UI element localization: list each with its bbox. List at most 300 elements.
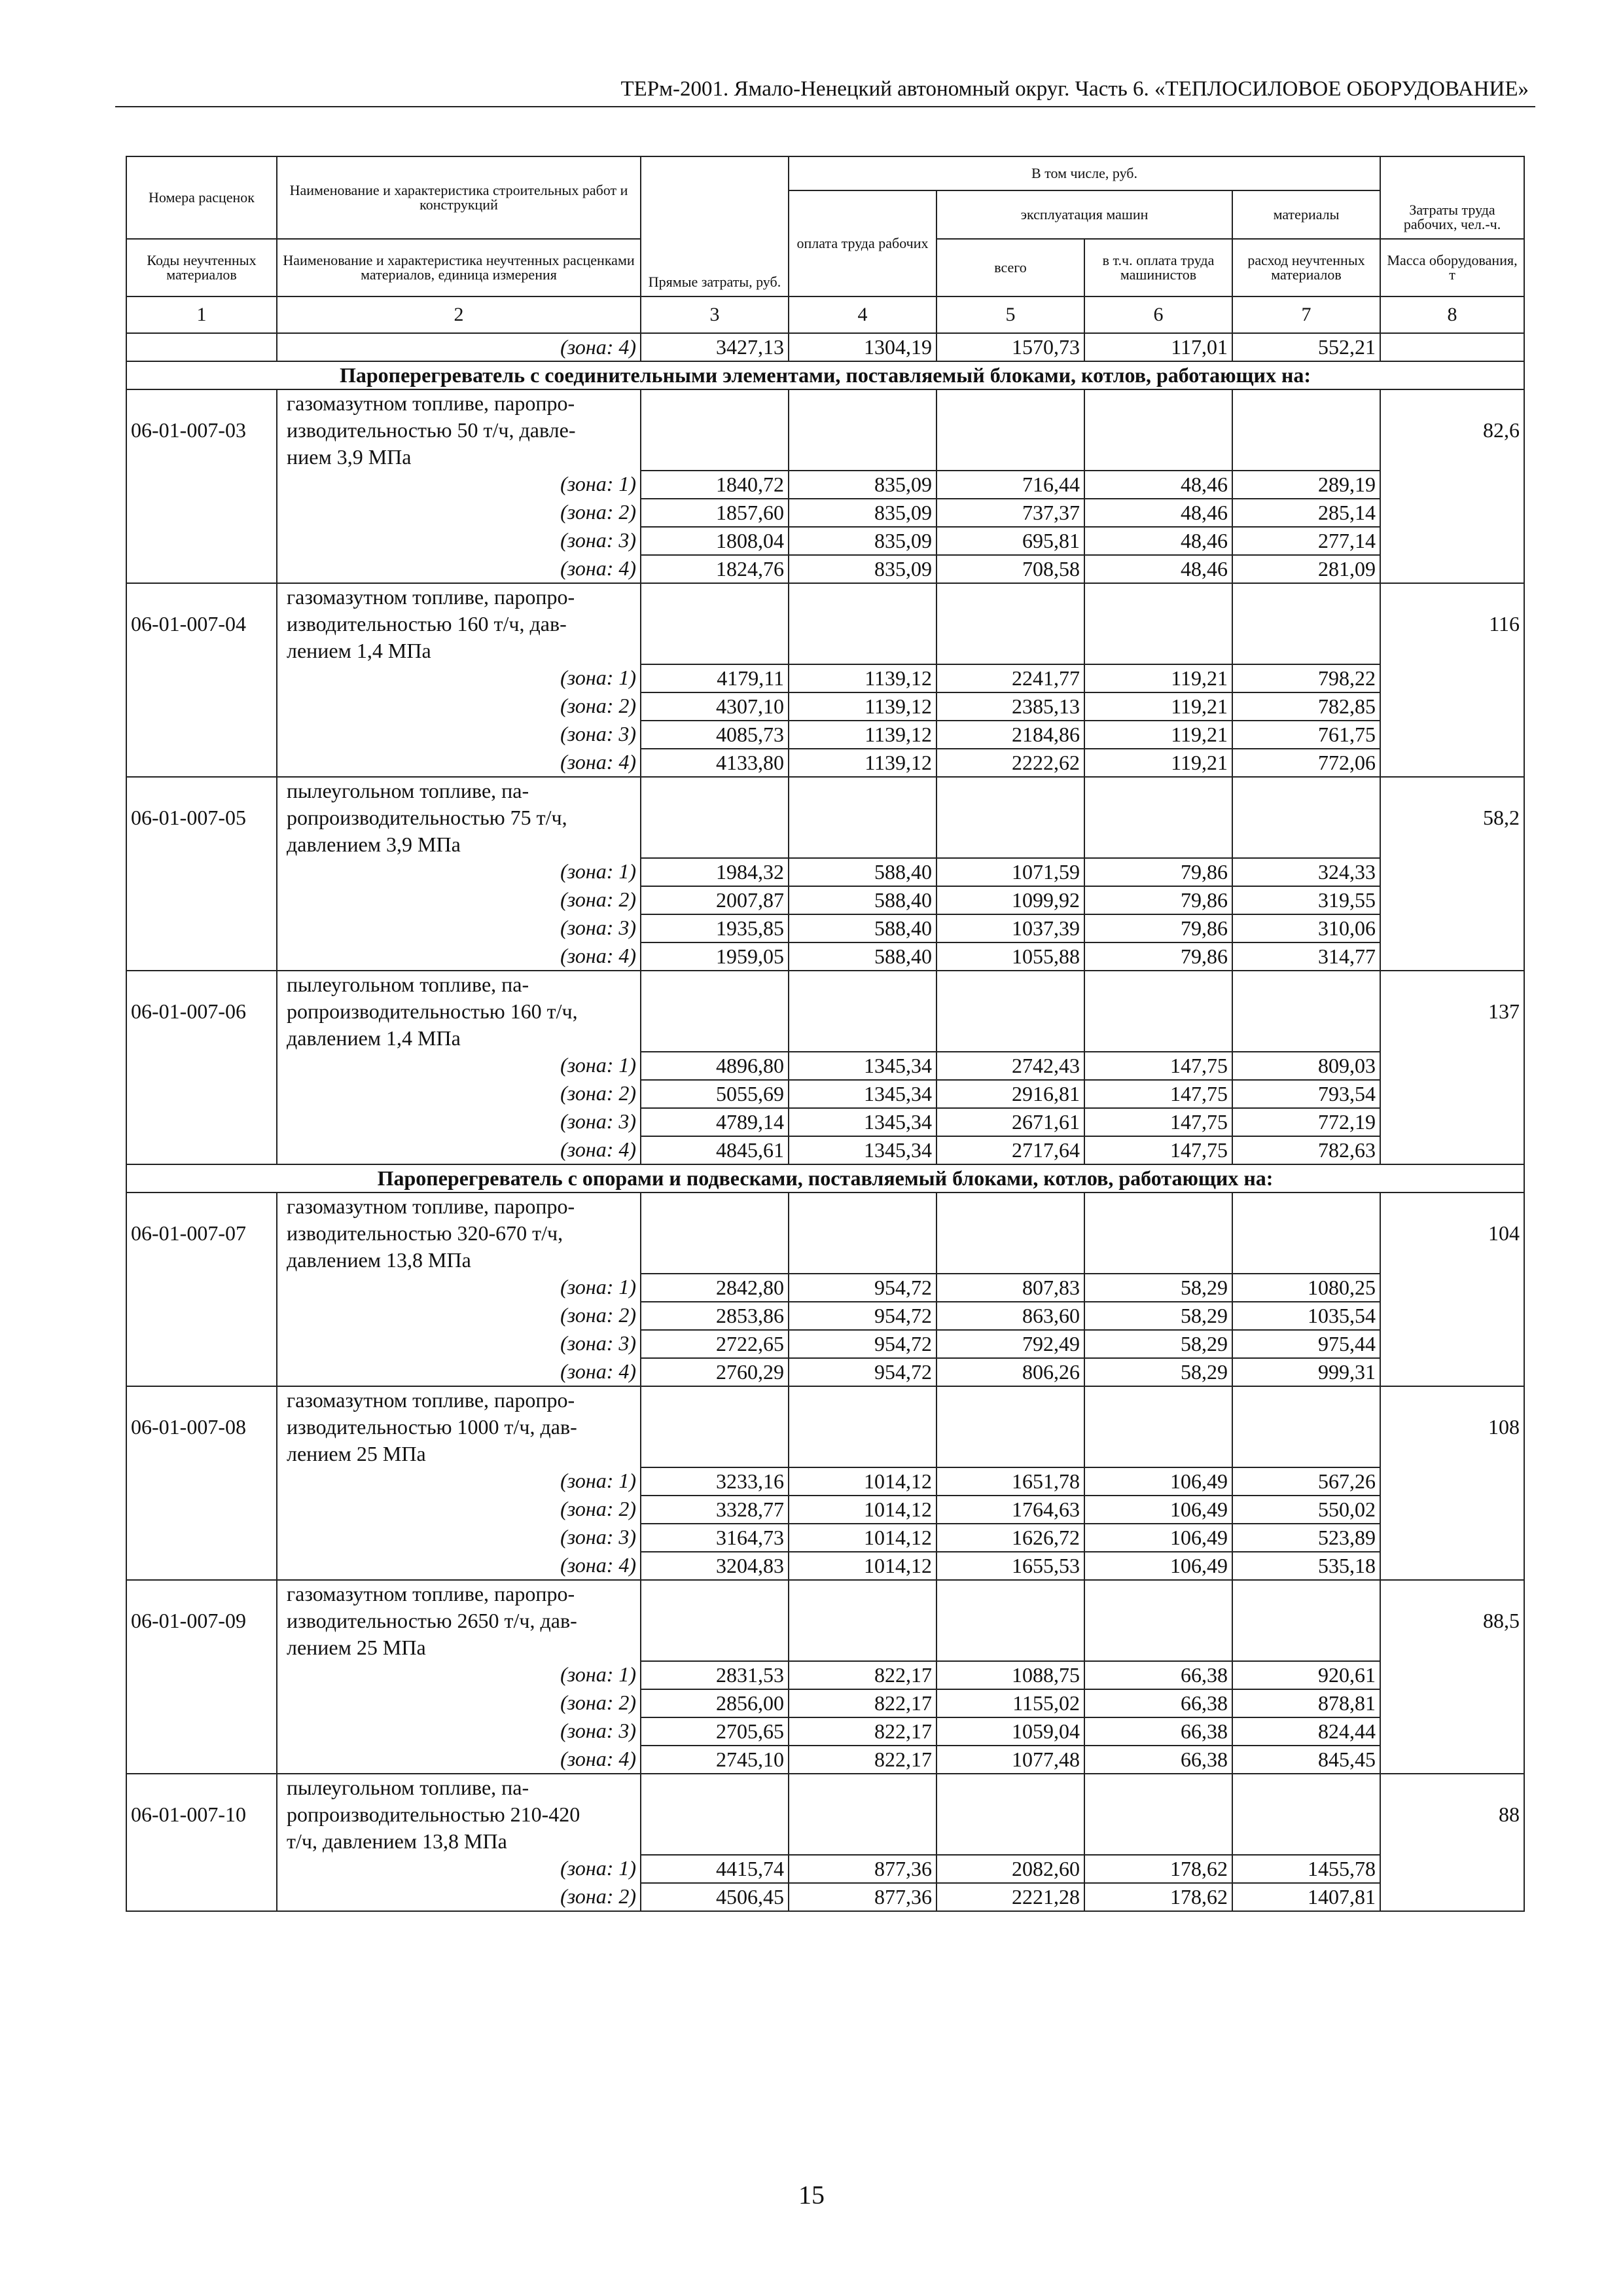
- machines-labor-cost: 119,21: [1084, 664, 1232, 692]
- empty-cell: [936, 583, 1084, 664]
- empty-cell: [789, 1580, 936, 1661]
- mass-cell: [1380, 721, 1524, 749]
- rate-code: 06-01-007-04: [126, 583, 277, 664]
- equipment-mass: 104: [1380, 1193, 1524, 1274]
- zone-row: [126, 1689, 1524, 1717]
- machines-labor-cost: 106,49: [1084, 1552, 1232, 1580]
- machines-labor-cost: 58,29: [1084, 1330, 1232, 1358]
- machines-labor-cost: 66,38: [1084, 1717, 1232, 1746]
- labor-cost: 822,17: [789, 1689, 936, 1717]
- machines-labor-cost: 48,46: [1084, 499, 1232, 527]
- labor-cost: 954,72: [789, 1358, 936, 1386]
- mass-cell: [1380, 1883, 1524, 1911]
- materials-cost: 523,89: [1232, 1524, 1380, 1552]
- machines-cost: 2222,62: [936, 749, 1084, 777]
- empty-cell: [789, 777, 936, 858]
- rate-description: [277, 1193, 641, 1274]
- description-line: давлением 1,4 МПа: [287, 1026, 461, 1050]
- machines-cost: 2241,77: [936, 664, 1084, 692]
- machines-labor-cost: 66,38: [1084, 1689, 1232, 1717]
- mass-cell: [1380, 1108, 1524, 1136]
- zone-label: (зона: 3): [277, 1330, 641, 1358]
- machines-labor-cost: 79,86: [1084, 886, 1232, 914]
- table-body: [126, 333, 1524, 1911]
- empty-cell: [1084, 1386, 1232, 1467]
- code-cell: [126, 1746, 277, 1774]
- empty-cell: [936, 1386, 1084, 1467]
- machines-cost: 2385,13: [936, 692, 1084, 721]
- empty-cell: [936, 971, 1084, 1052]
- machines-labor-cost: 147,75: [1084, 1080, 1232, 1108]
- head-incl: В том числе, руб.: [789, 156, 1380, 190]
- machines-cost: 807,83: [936, 1274, 1084, 1302]
- direct-cost: 1824,76: [641, 555, 789, 583]
- running-title: ТЕРм-2001. Ямало-Ненецкий автономный округ. Часть 6. «ТЕПЛОСИЛОВОЕ ОБОРУДОВАНИЕ»: [620, 77, 1529, 101]
- labor-cost: 1345,34: [789, 1108, 936, 1136]
- materials-cost: 809,03: [1232, 1052, 1380, 1080]
- code-cell: [126, 1274, 277, 1302]
- machines-cost: 1155,02: [936, 1689, 1084, 1717]
- machines-labor-cost: 58,29: [1084, 1274, 1232, 1302]
- empty-cell: [1232, 1193, 1380, 1274]
- zone-row: [126, 1108, 1524, 1136]
- materials-cost: 1455,78: [1232, 1855, 1380, 1883]
- labor-cost: 1014,12: [789, 1552, 936, 1580]
- rate-code: 06-01-007-09: [126, 1580, 277, 1661]
- section-heading-row: [126, 1164, 1524, 1193]
- materials-cost: 845,45: [1232, 1746, 1380, 1774]
- empty-cell: [1084, 1774, 1232, 1855]
- zone-label: (зона: 4): [277, 1136, 641, 1164]
- empty-cell: [1232, 1580, 1380, 1661]
- head-col8-bottom: Масса оборудования, т: [1380, 239, 1524, 296]
- zone-row: [126, 1358, 1524, 1386]
- empty-cell: [936, 777, 1084, 858]
- description-line: газомазутном топливе, паропро-: [287, 585, 575, 609]
- machines-cost: 737,37: [936, 499, 1084, 527]
- labor-cost: 835,09: [789, 471, 936, 499]
- empty-cell: [641, 1774, 789, 1855]
- rate-description: [277, 1580, 641, 1661]
- labor-cost: 954,72: [789, 1330, 936, 1358]
- zone-row: [126, 555, 1524, 583]
- empty-cell: [1232, 777, 1380, 858]
- price-table: [126, 156, 1525, 1912]
- col-number: 6: [1084, 296, 1232, 333]
- mass-cell: [1380, 333, 1524, 361]
- machines-labor-cost: 119,21: [1084, 749, 1232, 777]
- machines-cost: 1055,88: [936, 942, 1084, 971]
- labor-cost: 835,09: [789, 499, 936, 527]
- direct-cost: 4789,14: [641, 1108, 789, 1136]
- col-number: 5: [936, 296, 1084, 333]
- zone-label: (зона: 1): [277, 471, 641, 499]
- machines-labor-cost: 119,21: [1084, 692, 1232, 721]
- labor-cost: 1139,12: [789, 692, 936, 721]
- col-number: 8: [1380, 296, 1524, 333]
- col-number: 1: [126, 296, 277, 333]
- machines-cost: 1764,63: [936, 1496, 1084, 1524]
- zone-row: [126, 1496, 1524, 1524]
- direct-cost: 2856,00: [641, 1689, 789, 1717]
- zone-row: [126, 721, 1524, 749]
- machines-cost: 1099,92: [936, 886, 1084, 914]
- zone-row: [126, 1274, 1524, 1302]
- materials-cost: 772,06: [1232, 749, 1380, 777]
- machines-cost: 1626,72: [936, 1524, 1084, 1552]
- machines-labor-cost: 58,29: [1084, 1302, 1232, 1330]
- labor-cost: 1345,34: [789, 1136, 936, 1164]
- materials-cost: 782,85: [1232, 692, 1380, 721]
- zone-label: (зона: 1): [277, 1661, 641, 1689]
- code-cell: [126, 1552, 277, 1580]
- zone-label: (зона: 2): [277, 1883, 641, 1911]
- materials-cost: 535,18: [1232, 1552, 1380, 1580]
- machines-cost: 695,81: [936, 527, 1084, 555]
- direct-cost: 1935,85: [641, 914, 789, 942]
- mass-cell: [1380, 1274, 1524, 1302]
- empty-cell: [1232, 583, 1380, 664]
- materials-cost: 1035,54: [1232, 1302, 1380, 1330]
- empty-cell: [641, 1580, 789, 1661]
- machines-cost: 1077,48: [936, 1746, 1084, 1774]
- machines-labor-cost: 106,49: [1084, 1467, 1232, 1496]
- labor-cost: 1139,12: [789, 664, 936, 692]
- description-line: газомазутном топливе, паропро-: [287, 1194, 575, 1218]
- machines-cost: 1071,59: [936, 858, 1084, 886]
- description-line: лением 25 МПа: [287, 1442, 426, 1465]
- materials-cost: 567,26: [1232, 1467, 1380, 1496]
- empty-cell: [789, 1193, 936, 1274]
- rate-description: [277, 1386, 641, 1467]
- materials-cost: 281,09: [1232, 555, 1380, 583]
- labor-cost: 1139,12: [789, 721, 936, 749]
- zone-row: [126, 1746, 1524, 1774]
- empty-cell: [789, 971, 936, 1052]
- description-line: лением 1,4 МПа: [287, 639, 431, 662]
- direct-cost: 3204,83: [641, 1552, 789, 1580]
- description-line: ропроизводительностью 160 т/ч,: [287, 999, 578, 1023]
- description-line: изводительностью 160 т/ч, дав-: [287, 612, 567, 636]
- machines-cost: 792,49: [936, 1330, 1084, 1358]
- materials-cost: 761,75: [1232, 721, 1380, 749]
- head-labor: оплата труда рабочих: [789, 190, 936, 296]
- labor-cost: 1345,34: [789, 1080, 936, 1108]
- zone-row: [126, 1883, 1524, 1911]
- direct-cost: 2722,65: [641, 1330, 789, 1358]
- zone-row: [126, 1136, 1524, 1164]
- machines-cost: 2221,28: [936, 1883, 1084, 1911]
- direct-cost: 2842,80: [641, 1274, 789, 1302]
- materials-cost: 277,14: [1232, 527, 1380, 555]
- rate-code: 06-01-007-05: [126, 777, 277, 858]
- rate-description: [277, 583, 641, 664]
- machines-labor-cost: 48,46: [1084, 555, 1232, 583]
- zone-row: [126, 749, 1524, 777]
- zone-row: [126, 858, 1524, 886]
- zone-row: [126, 471, 1524, 499]
- mass-cell: [1380, 1496, 1524, 1524]
- head-machines: эксплуатация машин: [936, 190, 1232, 239]
- empty-cell: [1232, 389, 1380, 471]
- machines-labor-cost: 48,46: [1084, 527, 1232, 555]
- zone-label: (зона: 3): [277, 1108, 641, 1136]
- zone-row: [126, 692, 1524, 721]
- materials-cost: 552,21: [1232, 333, 1380, 361]
- direct-cost: 4179,11: [641, 664, 789, 692]
- labor-cost: 1014,12: [789, 1496, 936, 1524]
- direct-cost: 3328,77: [641, 1496, 789, 1524]
- code-cell: [126, 1717, 277, 1746]
- description-line: изводительностью 2650 т/ч, дав-: [287, 1609, 577, 1632]
- equipment-mass: 82,6: [1380, 389, 1524, 471]
- equipment-mass: 88: [1380, 1774, 1524, 1855]
- description-line: газомазутном топливе, паропро-: [287, 391, 575, 415]
- description-line: газомазутном топливе, паропро-: [287, 1582, 575, 1605]
- code-cell: [126, 858, 277, 886]
- description-line: ропроизводительностью 210-420: [287, 1803, 580, 1826]
- materials-cost: 550,02: [1232, 1496, 1380, 1524]
- empty-cell: [936, 389, 1084, 471]
- empty-cell: [641, 389, 789, 471]
- empty-cell: [1084, 971, 1232, 1052]
- code-cell: [126, 1467, 277, 1496]
- zone-row: [126, 499, 1524, 527]
- code-cell: [126, 1689, 277, 1717]
- section-title: Пароперегреватель с опорами и подвесками, поставляемый блоками, котлов, работающих на:: [126, 1164, 1524, 1193]
- zone-row: [126, 1330, 1524, 1358]
- zone-label: (зона: 2): [277, 1496, 641, 1524]
- zone-row: [126, 527, 1524, 555]
- code-cell: [126, 1855, 277, 1883]
- table-header: [126, 156, 1524, 333]
- direct-cost: 2853,86: [641, 1302, 789, 1330]
- mass-cell: [1380, 1302, 1524, 1330]
- mass-cell: [1380, 858, 1524, 886]
- materials-cost: 824,44: [1232, 1717, 1380, 1746]
- labor-cost: 1304,19: [789, 333, 936, 361]
- labor-cost: 822,17: [789, 1661, 936, 1689]
- zone-row: [126, 1717, 1524, 1746]
- zone-label: (зона: 3): [277, 1717, 641, 1746]
- empty-cell: [641, 777, 789, 858]
- machines-cost: 2742,43: [936, 1052, 1084, 1080]
- machines-labor-cost: 58,29: [1084, 1358, 1232, 1386]
- zone-row: [126, 664, 1524, 692]
- machines-labor-cost: 147,75: [1084, 1136, 1232, 1164]
- col-number: 3: [641, 296, 789, 333]
- description-line: изводительностью 50 т/ч, давле-: [287, 418, 576, 442]
- materials-cost: 878,81: [1232, 1689, 1380, 1717]
- labor-cost: 588,40: [789, 858, 936, 886]
- mass-cell: [1380, 555, 1524, 583]
- empty-cell: [789, 389, 936, 471]
- machines-cost: 806,26: [936, 1358, 1084, 1386]
- zone-row: [126, 1302, 1524, 1330]
- zone-row: [126, 1467, 1524, 1496]
- zone-row: [126, 1552, 1524, 1580]
- empty-cell: [641, 583, 789, 664]
- code-cell: [126, 333, 277, 361]
- code-cell: [126, 749, 277, 777]
- machines-labor-cost: 66,38: [1084, 1746, 1232, 1774]
- empty-cell: [1084, 1193, 1232, 1274]
- labor-cost: 1139,12: [789, 749, 936, 777]
- mass-cell: [1380, 749, 1524, 777]
- code-cell: [126, 527, 277, 555]
- code-cell: [126, 692, 277, 721]
- empty-cell: [789, 583, 936, 664]
- head-col3: Прямые затраты, руб.: [641, 156, 789, 296]
- zone-label: (зона: 3): [277, 721, 641, 749]
- zone-row: [126, 1524, 1524, 1552]
- column-numbers-row: [126, 296, 1524, 333]
- rate-row: [126, 1193, 1524, 1274]
- zone-row: [126, 942, 1524, 971]
- description-line: пылеугольном топливе, па-: [287, 1776, 529, 1799]
- description-line: пылеугольном топливе, па-: [287, 973, 529, 996]
- zone-label: (зона: 2): [277, 1689, 641, 1717]
- direct-cost: 2745,10: [641, 1746, 789, 1774]
- head-materials: материалы: [1232, 190, 1380, 239]
- materials-cost: 798,22: [1232, 664, 1380, 692]
- empty-cell: [1084, 583, 1232, 664]
- zone-label: (зона: 4): [277, 555, 641, 583]
- zone-label: (зона: 2): [277, 1080, 641, 1108]
- materials-cost: 285,14: [1232, 499, 1380, 527]
- rate-row: [126, 1580, 1524, 1661]
- code-cell: [126, 1358, 277, 1386]
- machines-cost: 716,44: [936, 471, 1084, 499]
- mass-cell: [1380, 1717, 1524, 1746]
- machines-labor-cost: 119,21: [1084, 721, 1232, 749]
- mass-cell: [1380, 471, 1524, 499]
- code-cell: [126, 1883, 277, 1911]
- head-col2-top: Наименование и характеристика строительных работ и конструкций: [277, 156, 641, 239]
- zone-label: (зона: 4): [277, 749, 641, 777]
- mass-cell: [1380, 1855, 1524, 1883]
- mass-cell: [1380, 1524, 1524, 1552]
- description-line: ропроизводительностью 75 т/ч,: [287, 806, 567, 829]
- description-line: т/ч, давлением 13,8 МПа: [287, 1829, 507, 1853]
- rate-code: 06-01-007-06: [126, 971, 277, 1052]
- machines-cost: 863,60: [936, 1302, 1084, 1330]
- labor-cost: 588,40: [789, 942, 936, 971]
- description-line: нием 3,9 МПа: [287, 445, 412, 469]
- zone-label: (зона: 4): [277, 942, 641, 971]
- labor-cost: 588,40: [789, 914, 936, 942]
- machines-labor-cost: 178,62: [1084, 1883, 1232, 1911]
- direct-cost: 3427,13: [641, 333, 789, 361]
- zone-label: (зона: 1): [277, 664, 641, 692]
- zone-label: (зона: 3): [277, 1524, 641, 1552]
- materials-cost: 793,54: [1232, 1080, 1380, 1108]
- mass-cell: [1380, 1358, 1524, 1386]
- empty-cell: [789, 1386, 936, 1467]
- machines-cost: 1088,75: [936, 1661, 1084, 1689]
- machines-labor-cost: 66,38: [1084, 1661, 1232, 1689]
- machines-labor-cost: 147,75: [1084, 1108, 1232, 1136]
- materials-cost: 782,63: [1232, 1136, 1380, 1164]
- machines-labor-cost: 117,01: [1084, 333, 1232, 361]
- code-cell: [126, 1302, 277, 1330]
- mass-cell: [1380, 914, 1524, 942]
- direct-cost: 4415,74: [641, 1855, 789, 1883]
- section-title: Пароперегреватель с соединительными элементами, поставляемый блоками, котлов, работающих на:: [126, 361, 1524, 389]
- code-cell: [126, 886, 277, 914]
- description-line: пылеугольном топливе, па-: [287, 779, 529, 802]
- labor-cost: 877,36: [789, 1855, 936, 1883]
- materials-cost: 920,61: [1232, 1661, 1380, 1689]
- description-line: давлением 3,9 МПа: [287, 833, 461, 856]
- equipment-mass: 108: [1380, 1386, 1524, 1467]
- materials-cost: 1080,25: [1232, 1274, 1380, 1302]
- labor-cost: 954,72: [789, 1302, 936, 1330]
- machines-cost: 1651,78: [936, 1467, 1084, 1496]
- zone-label: (зона: 1): [277, 858, 641, 886]
- empty-cell: [1084, 777, 1232, 858]
- zone-label: (зона: 1): [277, 1855, 641, 1883]
- rate-row: [126, 777, 1524, 858]
- machines-cost: 1037,39: [936, 914, 1084, 942]
- rate-code: 06-01-007-03: [126, 389, 277, 471]
- mass-cell: [1380, 1552, 1524, 1580]
- direct-cost: 5055,69: [641, 1080, 789, 1108]
- zone-label: (зона: 2): [277, 886, 641, 914]
- carry-over-row: [126, 333, 1524, 361]
- machines-cost: 1570,73: [936, 333, 1084, 361]
- empty-cell: [936, 1774, 1084, 1855]
- labor-cost: 1014,12: [789, 1524, 936, 1552]
- head-machines-labor: в т.ч. оплата труда машинистов: [1084, 239, 1232, 296]
- mass-cell: [1380, 1689, 1524, 1717]
- section-heading-row: [126, 361, 1524, 389]
- head-col8-top: Затраты труда рабочих, чел.-ч.: [1380, 156, 1524, 239]
- mass-cell: [1380, 886, 1524, 914]
- machines-cost: 1655,53: [936, 1552, 1084, 1580]
- labor-cost: 835,09: [789, 555, 936, 583]
- direct-cost: 1857,60: [641, 499, 789, 527]
- labor-cost: 588,40: [789, 886, 936, 914]
- rate-row: [126, 971, 1524, 1052]
- running-header: [115, 75, 1535, 107]
- mass-cell: [1380, 1330, 1524, 1358]
- rate-description: [277, 389, 641, 471]
- code-cell: [126, 721, 277, 749]
- labor-cost: 822,17: [789, 1746, 936, 1774]
- code-cell: [126, 1052, 277, 1080]
- mass-cell: [1380, 664, 1524, 692]
- machines-cost: 1059,04: [936, 1717, 1084, 1746]
- zone-row: [126, 1661, 1524, 1689]
- head-col1-bottom: Коды неучтенных материалов: [126, 239, 277, 296]
- zone-row: [126, 886, 1524, 914]
- mass-cell: [1380, 1052, 1524, 1080]
- machines-labor-cost: 106,49: [1084, 1524, 1232, 1552]
- code-cell: [126, 1080, 277, 1108]
- direct-cost: 2007,87: [641, 886, 789, 914]
- rate-row: [126, 389, 1524, 471]
- code-cell: [126, 1108, 277, 1136]
- zone-label: (зона: 2): [277, 1302, 641, 1330]
- direct-cost: 3164,73: [641, 1524, 789, 1552]
- direct-cost: 4307,10: [641, 692, 789, 721]
- code-cell: [126, 942, 277, 971]
- code-cell: [126, 914, 277, 942]
- direct-cost: 3233,16: [641, 1467, 789, 1496]
- mass-cell: [1380, 527, 1524, 555]
- machines-labor-cost: 106,49: [1084, 1496, 1232, 1524]
